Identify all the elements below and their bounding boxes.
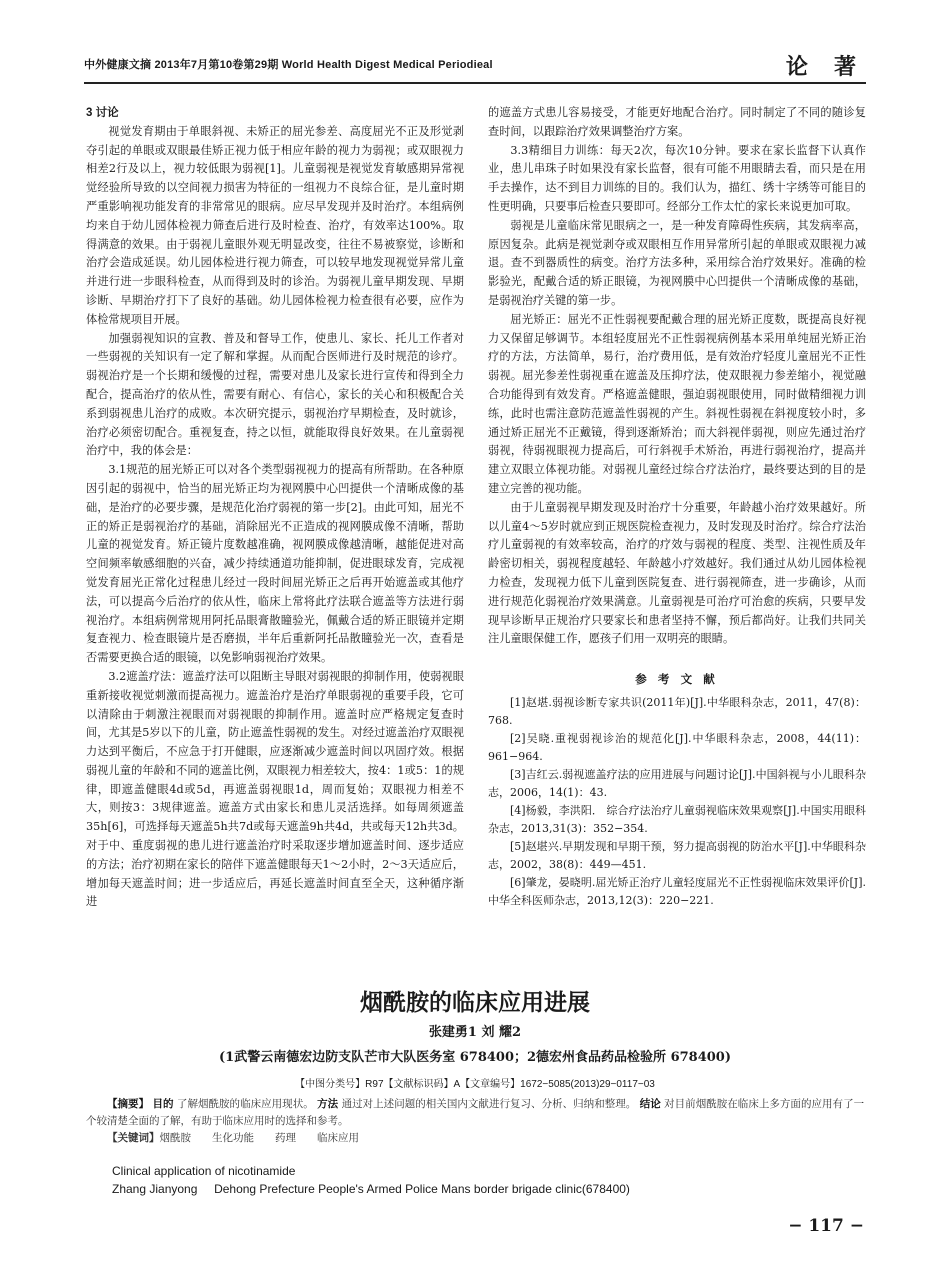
reference-item: [4]杨毅，李洪阳． 综合疗法治疗儿童弱视临床效果观察[J].中国实用眼科杂志，2013,31(3)：352−354. xyxy=(488,803,866,835)
right-column xyxy=(488,104,866,910)
paragraph: 弱视是儿童临床常见眼病之一，是一种发育障碍性疾病，其发病率高，原因复杂。此病是视觉剥夺或双眼相互作用异常所引起的单眼或双眼视力减退。查不到器质性的病变。治疗方法多种，采用综合治疗效果好。准确的检影验光，配戴合适的矫正眼镜，为视网膜中心凹提供一个清晰成像的基础，是弱视治疗关键的第一步。 xyxy=(488,218,866,307)
paragraph: 3.2遮盖疗法：遮盖疗法可以阻断主导眼对弱视眼的抑制作用，使弱视眼重新接收视觉刺激而提高视力。遮盖治疗是治疗单眼弱视的重要手段，它可以清除由于刺激注视眼而对弱视眼的抑制作用。遮盖时应严格规定复查时间，尤其是5岁以下的儿童，防止遮盖性弱视的发生。对经过遮盖治疗双眼视力达到平衡后，不应急于打开健眼，应逐渐减少遮盖时间以巩固疗效。根据弱视儿童的年龄和不同的遮盖比例，双眼视力相差较大，按4：1或5：1的规律，即遮盖健眼4d或5d，再遮盖弱视眼1d，周而复始；双眼视力相差不大，则按3：3规律遮盖。遮盖方式由家长和患儿灵活选择。如每周须遮盖35h[6]，可选择每天遮盖5h共7d或每天遮盖9h共4d，共或每天12h共3d。对于中、重度弱视的患儿进行遮盖治疗时采取逐步增加遮盖时间、逐步适应的方法；治疗初期在家长的陪伴下遮盖健眼每天1～2小时，2～3天适应后，增加每天遮盖时间；进一步适应后，再延长遮盖时间直至全天，这种循序渐进 xyxy=(86,669,464,909)
method-text: 通过对上述问题的相关国内文献进行复习、分析、归纳和整理。 xyxy=(341,1098,637,1110)
reference-item: [3]吉红云.弱视遮盖疗法的应用进展与问题讨论[J].中国斜视与小儿眼科杂志，2006，14(1)：43. xyxy=(488,767,866,799)
page-header xyxy=(84,48,866,84)
section-label: 论 著 xyxy=(785,54,866,79)
keywords xyxy=(86,1130,864,1147)
abstract xyxy=(86,1096,864,1130)
article-affiliation: (1武警云南德宏边防支队芒市大队医务室 678400；2德宏州食品药品检验所 678400) xyxy=(219,1050,731,1065)
method-label: 方法 xyxy=(317,1098,339,1110)
reference-item: [1]赵堪.弱视诊断专家共识(2011年)[J].中华眼科杂志，2011，47(8)：768. xyxy=(488,695,866,727)
paragraph: 3.3精细目力训练：每天2次，每次10分钟。要求在家长监督下认真作业，患儿串珠子时如果没有家长监督，很有可能不用眼睛去看，而只是在用手去操作，达不到目力训练的目的。我们认为，描红、绣十字绣等可能目的性更明确，只要事后检查只要即可。经部分工作太忙的家长来说更加可取。 xyxy=(488,143,866,213)
article-title: 烟酰胺的临床应用进展 xyxy=(360,989,590,1015)
article-authors: 张建勇1 刘 耀2 xyxy=(428,1025,522,1040)
reference-item: [6]肇龙，晏晓明.屈光矫正治疗儿童轻度屈光不正性弱视临床效果评价[J]. 中华全科医师杂志，2013,12(3)：220−221. xyxy=(488,875,866,907)
conclusion-text: 对目前烟酰胺在临床上多方面的应用有了一个较清楚全面的了解，有助于临床应用时的选择和参考。 xyxy=(86,1098,865,1127)
new-article-block xyxy=(86,986,864,1147)
keywords-text: 烟酰胺 生化功能 药理 临床应用 xyxy=(159,1132,359,1144)
paragraph: 屈光矫正：屈光不正性弱视要配戴合理的屈光矫正度数，既提高良好视力又保留足够调节。本组轻度屈光不正性弱视病例基本采用单纯屈光矫正治疗的方法，方法简单，易行，治疗费用低，是有效治疗轻度儿童屈光不正性弱视。屈光参差性弱视重在遮盖及压抑疗法，使双眼视力参差缩小，视觉融合功能得到有效发育。严格遮盖健眼，强迫弱视眼使用，同时做精细视力训练，此时也需注意防范遮盖性弱视的产生。斜视性弱视在斜视度较小时，多通过矫正屈光不正戴镜，得到逐渐矫治；而大斜视伴弱视，则应先通过治疗弱视，待弱视眼视力提高后，可行斜视手术矫治，再进行弱视治疗，提高并建立双眼立体视功能。对弱视儿童经过综合疗法治疗，最终要达到的目的是建立完善的视功能。 xyxy=(488,312,866,495)
paragraph: 3.1规范的屈光矫正可以对各个类型弱视视力的提高有所帮助。在各种原因引起的弱视中，恰当的屈光矫正均为视网膜中心凹提供一个清晰成像的基础，是治疗的必要步骤，是规范化治疗弱视的第一步[2]。由此可知，屈光不正的矫正是弱视治疗的基础，消除屈光不正造成的视网膜成像不清晰，帮助儿童的视觉发育。矫正镜片度数越准确，视网膜成像越清晰，越能促进对高空间频率敏感细胞的兴奋，减少持续通道功能抑制，促进眼球发育，完成视觉发育屈光正常化过程患儿经过一段时间屈光矫正之后再开始遮盖或其他疗法，可以提高今后治疗的依从性，临床上常将此疗法联合遮盖等方法进行弱视治疗。本组病例常规用阿托品眼膏散瞳验光，佩戴合适的矫正眼镜并定期复查视力、检查眼镜片是否磨损，半年后重新阿托品散瞳验光一次，查看是否需要更换合适的眼镜，以免影响弱视治疗效果。 xyxy=(86,463,464,665)
left-column xyxy=(86,104,464,912)
page-number: − 117 − xyxy=(788,1216,864,1236)
abstract-label: 【摘要】 xyxy=(107,1098,150,1110)
english-authors: Zhang Jianyong Dehong Prefecture People's Armed Police Mans border brigade clinic(678400) xyxy=(112,1182,630,1196)
paragraph: 视觉发育期由于单眼斜视、未矫正的屈光参差、高度屈光不正及形觉剥夺引起的单眼或双眼最佳矫正视力低于相应年龄的视力为弱视；或双眼视力相差2行及以上，视力较低眼为弱视[1]。儿童弱视是视觉发育敏感期异常视觉经验所导致的以空间视力损害为特征的一组视力不良综合征，是儿童时期严重影响视功能发育的非常常见的眼病。应尽早发现并及时治疗。本组病例均来自于幼儿园体检视力筛查后进行及时检查、治疗，有效率达100%。取得满意的效果。由于弱视儿童眼外观无明显改变，往往不易被察觉，诊断和治疗会造成延误。幼儿园体检进行视力筛查，可以较早地发现视觉异常儿童并进行进一步眼科检查，从而得到及时的诊治。为弱视儿童早期发现、早期诊断、早期治疗打下了良好的基础。幼儿园体检视力检查很有必要，应作为体检常规项目开展。 xyxy=(86,124,464,326)
conclusion-label: 结论 xyxy=(639,1098,661,1110)
paragraph: 的遮盖方式患儿容易接受，才能更好地配合治疗。同时制定了不同的随诊复查时间，以跟踪治疗效果调整治疗方案。 xyxy=(488,106,866,138)
reference-item: [2]吴晓.重视弱视诊治的规范化[J].中华眼科杂志，2008，44(11)：961−964. xyxy=(488,731,866,763)
paragraph: 加强弱视知识的宣教、普及和督导工作，使患儿、家长、托儿工作者对一些弱视的关知识有一定了解和掌握。从而配合医师进行及时规范的诊疗。弱视治疗是一个长期和缓慢的过程，需要对患儿及家长进行宣传和得到全力配合，提高治疗的依从性，需要有耐心、有信心，家长的关心和积极配合关系到弱视患儿治疗的成败。本次研究提示，弱视治疗早期检查，及时就诊，治疗必须密切配合。重视复查，持之以恒，就能取得良好效果。在儿童弱视治疗中，我的体会是： xyxy=(86,331,464,458)
journal-info: 中外健康文摘 2013年7月第10卷第29期 World Health Digest Medical Periodieal xyxy=(84,59,493,71)
objective-text: 了解烟酰胺的临床应用现状。 xyxy=(176,1098,314,1110)
english-title: Clinical application of nicotinamide xyxy=(112,1164,296,1178)
references-heading: 参 考 文 献 xyxy=(635,674,719,687)
objective-label: 目的 xyxy=(152,1098,174,1110)
classification-info: 【中图分类号】R97【文献标识码】A【文章编号】1672−5085(2013)29−0117−03 xyxy=(295,1079,655,1090)
keywords-label: 【关键词】 xyxy=(107,1132,160,1144)
discussion-heading: 3 讨论 xyxy=(86,107,119,119)
paragraph: 由于儿童弱视早期发现及时治疗十分重要，年龄越小治疗效果越好。所以儿童4～5岁时就应到正规医院检查视力，及时发现及时治疗。综合疗法治疗儿童弱视的有效率较高，治疗的疗效与弱视的程度、类型、注视性质及年龄密切相关，弱视程度越轻、年龄越小疗效越好。我们通过从幼儿园体检视力检查，发现视力低下儿童到医院复查、进行弱视筛查，进一步确诊，从而进行规范化弱视治疗效果满意。儿童弱视是可治疗可治愈的疾病，只要早发现早诊断早正规治疗只要家长和患者坚持不懈，预后都尚好。让我们共同关注儿童眼保健工作，愿孩子们用一双明亮的眼睛。 xyxy=(488,500,866,646)
reference-item: [5]赵堪兴.早期发现和早期干预，努力提高弱视的防治水平[J].中华眼科杂志，2002，38(8)：449—451. xyxy=(488,839,866,871)
